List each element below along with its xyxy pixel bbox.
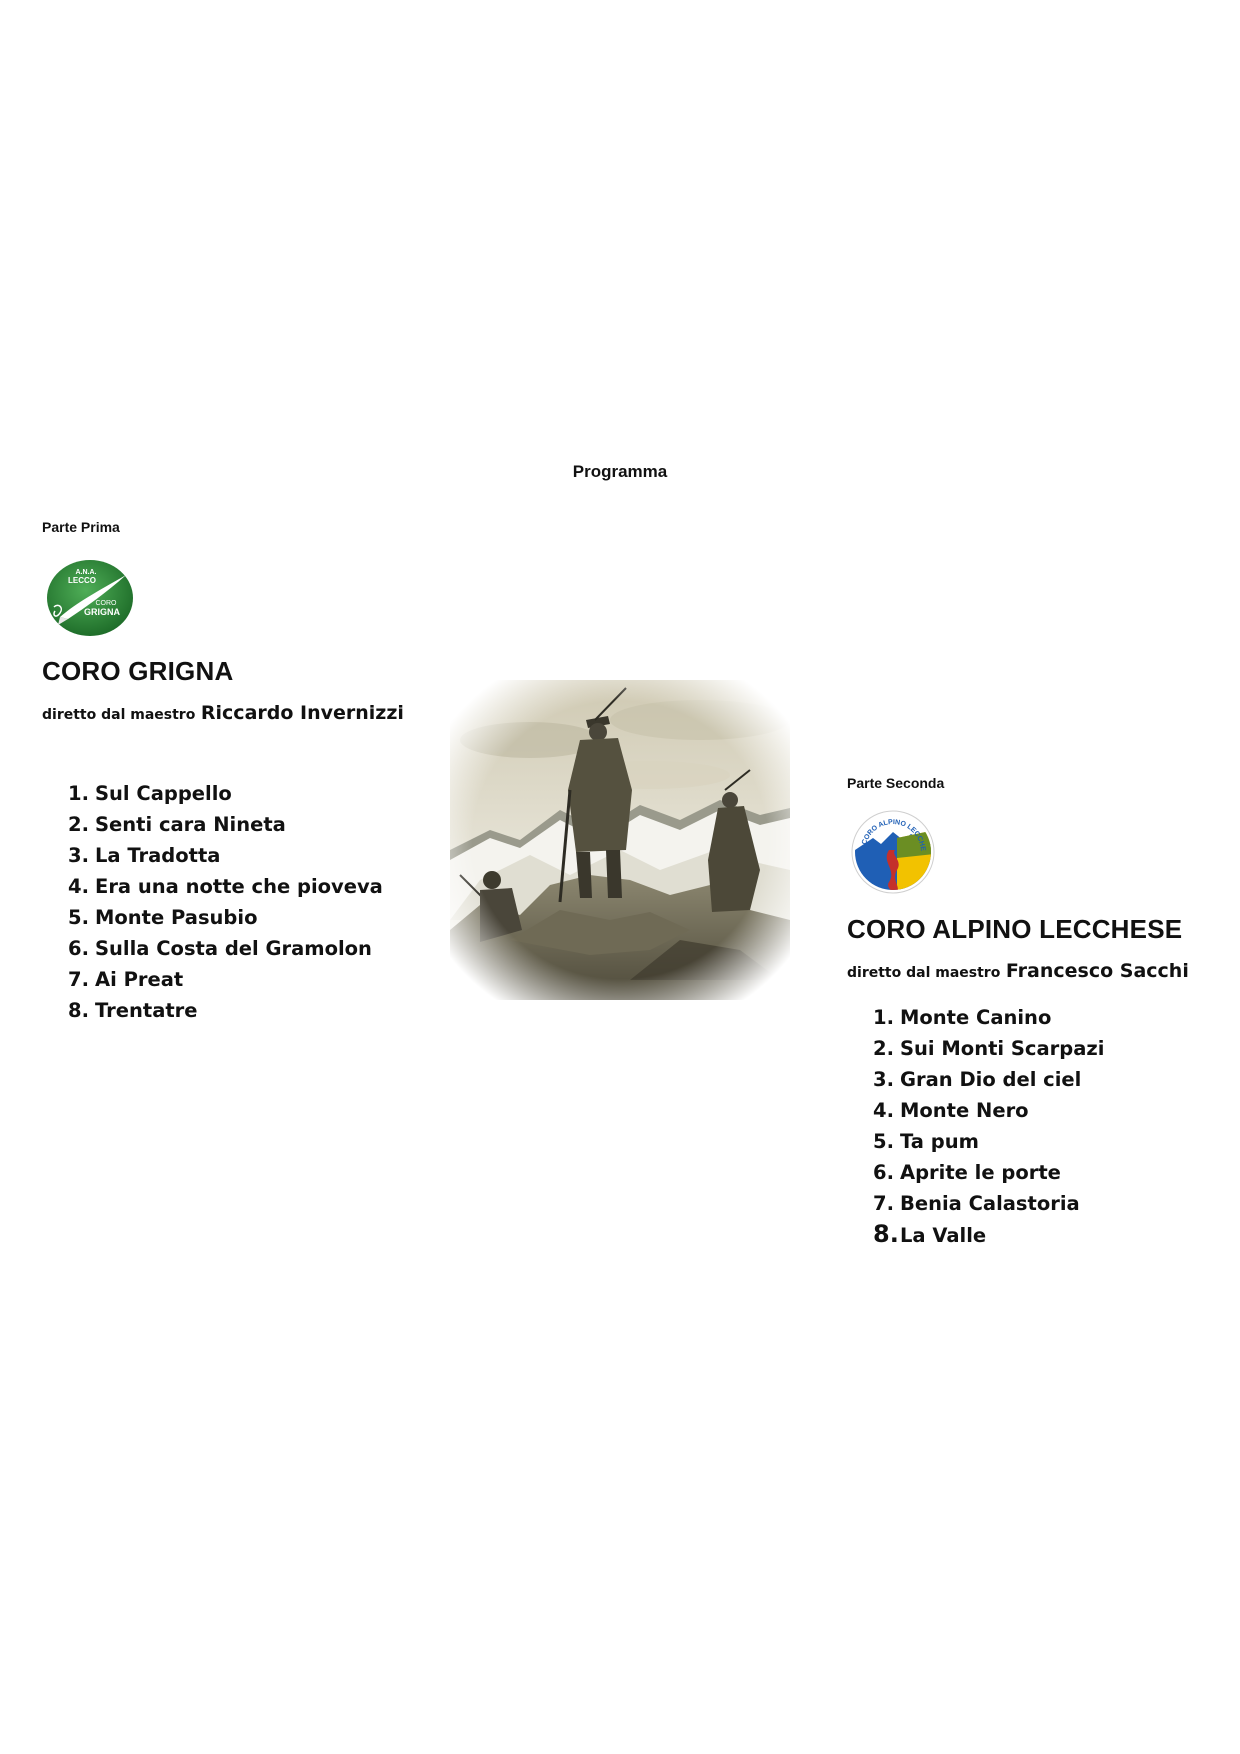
list-item: 6. Sulla Costa del Gramolon (68, 937, 372, 960)
list-item: 3. Gran Dio del ciel (873, 1068, 1082, 1091)
list-item: 6. Aprite le porte (873, 1161, 1061, 1184)
svg-text:LECCO: LECCO (68, 576, 96, 585)
director-prefix: diretto dal maestro (42, 707, 196, 723)
coro-alpino-lecchese-logo-icon (851, 810, 935, 894)
svg-text:CORO ALPINO LECCHESE: CORO ALPINO LECCHE (861, 818, 927, 852)
list-item: 7. Benia Calastoria (873, 1192, 1080, 1215)
director-name: Francesco Sacchi (1005, 960, 1189, 982)
list-item: 2. Senti cara Nineta (68, 813, 286, 836)
alpine-soldiers-photo-icon (450, 680, 790, 1000)
part-two-label: Parte Seconda (847, 775, 945, 791)
choir-name-alpino-lecchese: CORO ALPINO LECCHESE (847, 914, 1183, 944)
page-title: Programma (572, 462, 668, 481)
list-item: 4. Era una notte che pioveva (68, 875, 383, 898)
coro-grigna-logo-icon (46, 559, 134, 637)
svg-text:GRIGNA: GRIGNA (84, 607, 120, 617)
list-item: 1. Sul Cappello (68, 782, 232, 805)
svg-text:CORO: CORO (95, 600, 117, 607)
director-prefix: diretto dal maestro (847, 965, 1001, 981)
list-item: 3. La Tradotta (68, 844, 221, 867)
list-item: 5. Monte Pasubio (68, 906, 258, 929)
list-item: 8.La Valle (873, 1220, 987, 1248)
list-item: 2. Sui Monti Scarpazi (873, 1037, 1105, 1060)
list-item: 7. Ai Preat (68, 968, 184, 991)
program-list-part-two (873, 1002, 1104, 1250)
director-line (42, 702, 404, 724)
director-line (847, 960, 1189, 982)
choir-name-grigna: CORO GRIGNA (42, 656, 234, 686)
svg-text:A.N.A.: A.N.A. (75, 569, 97, 576)
part-one-label: Parte Prima (42, 519, 120, 535)
program-list-part-one (68, 778, 383, 1026)
list-item: 1. Monte Canino (873, 1006, 1052, 1029)
list-item: 5. Ta pum (873, 1130, 979, 1153)
list-item: 8. Trentatre (68, 999, 198, 1022)
director-name: Riccardo Invernizzi (200, 702, 404, 724)
list-item: 4. Monte Nero (873, 1099, 1029, 1122)
